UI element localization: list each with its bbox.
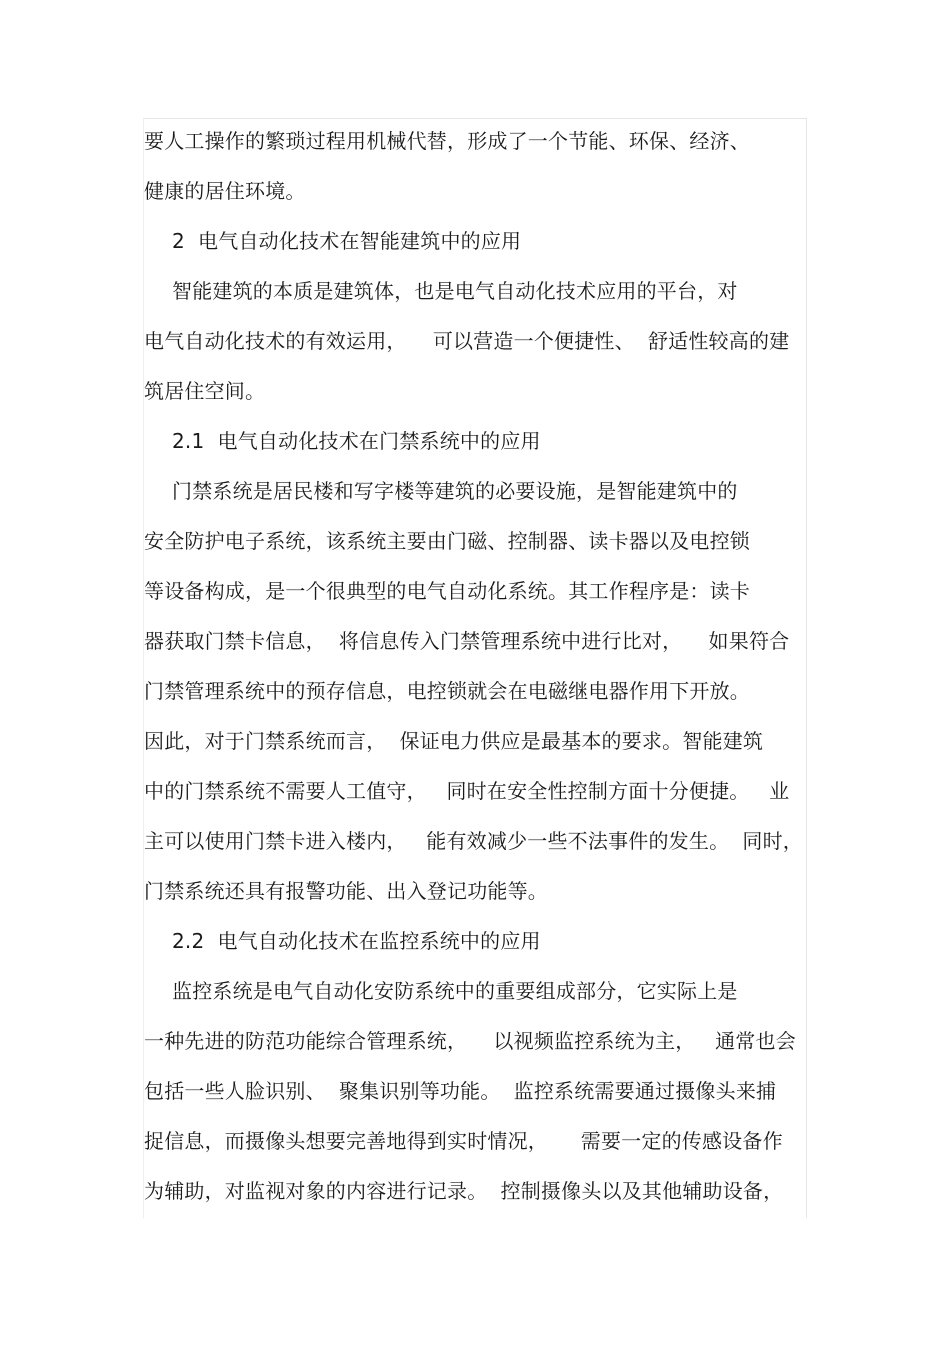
text-line: 要人工操作的繁琐过程用机械代替，形成了一个节能、环保、经济、 xyxy=(144,129,750,153)
text-line: 智能建筑的本质是建筑体，也是电气自动化技术应用的平台，对 xyxy=(172,279,738,303)
text-line: 一种先进的防范功能综合管理系统， 以视频监控系统为主， 通常也会 xyxy=(144,1029,796,1053)
text-line: 健康的居住环境。 xyxy=(144,179,306,203)
text-line: 器获取门禁卡信息， 将信息传入门禁管理系统中进行比对， 如果符合 xyxy=(144,629,790,653)
text-line: 因此，对于门禁系统而言， 保证电力供应是最基本的要求。智能建筑 xyxy=(144,729,764,753)
text-line: 电气自动化技术的有效运用， 可以营造一个便捷性、 舒适性较高的建 xyxy=(144,329,790,353)
text-line: 等设备构成，是一个很典型的电气自动化系统。其工作程序是：读卡 xyxy=(144,579,750,603)
text-line: 监控系统是电气自动化安防系统中的重要组成部分，它实际上是 xyxy=(172,979,738,1003)
section-heading: 2.1 电气自动化技术在门禁系统中的应用 xyxy=(172,429,541,453)
text-line: 安全防护电子系统，该系统主要由门磁、控制器、读卡器以及电控锁 xyxy=(144,529,750,553)
text-line: 门禁管理系统中的预存信息，电控锁就会在电磁继电器作用下开放。 xyxy=(144,679,750,703)
section-heading: 2 电气自动化技术在智能建筑中的应用 xyxy=(172,229,522,253)
text-line: 为辅助，对监视对象的内容进行记录。 控制摄像头以及其他辅助设备， xyxy=(144,1179,784,1203)
text-line: 筑居住空间。 xyxy=(144,379,266,403)
section-heading: 2.2 电气自动化技术在监控系统中的应用 xyxy=(172,929,541,953)
text-line: 主可以使用门禁卡进入楼内， 能有效减少一些不法事件的发生。 同时， xyxy=(144,829,803,853)
text-line: 包括一些人脸识别、 聚集识别等功能。 监控系统需要通过摄像头来捕 xyxy=(144,1079,777,1103)
text-line: 捉信息，而摄像头想要完善地得到实时情况， 需要一定的传感设备作 xyxy=(144,1129,783,1153)
text-line: 中的门禁系统不需要人工值守， 同时在安全性控制方面十分便捷。 业 xyxy=(144,779,790,803)
text-line: 门禁系统还具有报警功能、出入登记功能等。 xyxy=(144,879,548,903)
text-line: 门禁系统是居民楼和写字楼等建筑的必要设施，是智能建筑中的 xyxy=(172,479,738,503)
